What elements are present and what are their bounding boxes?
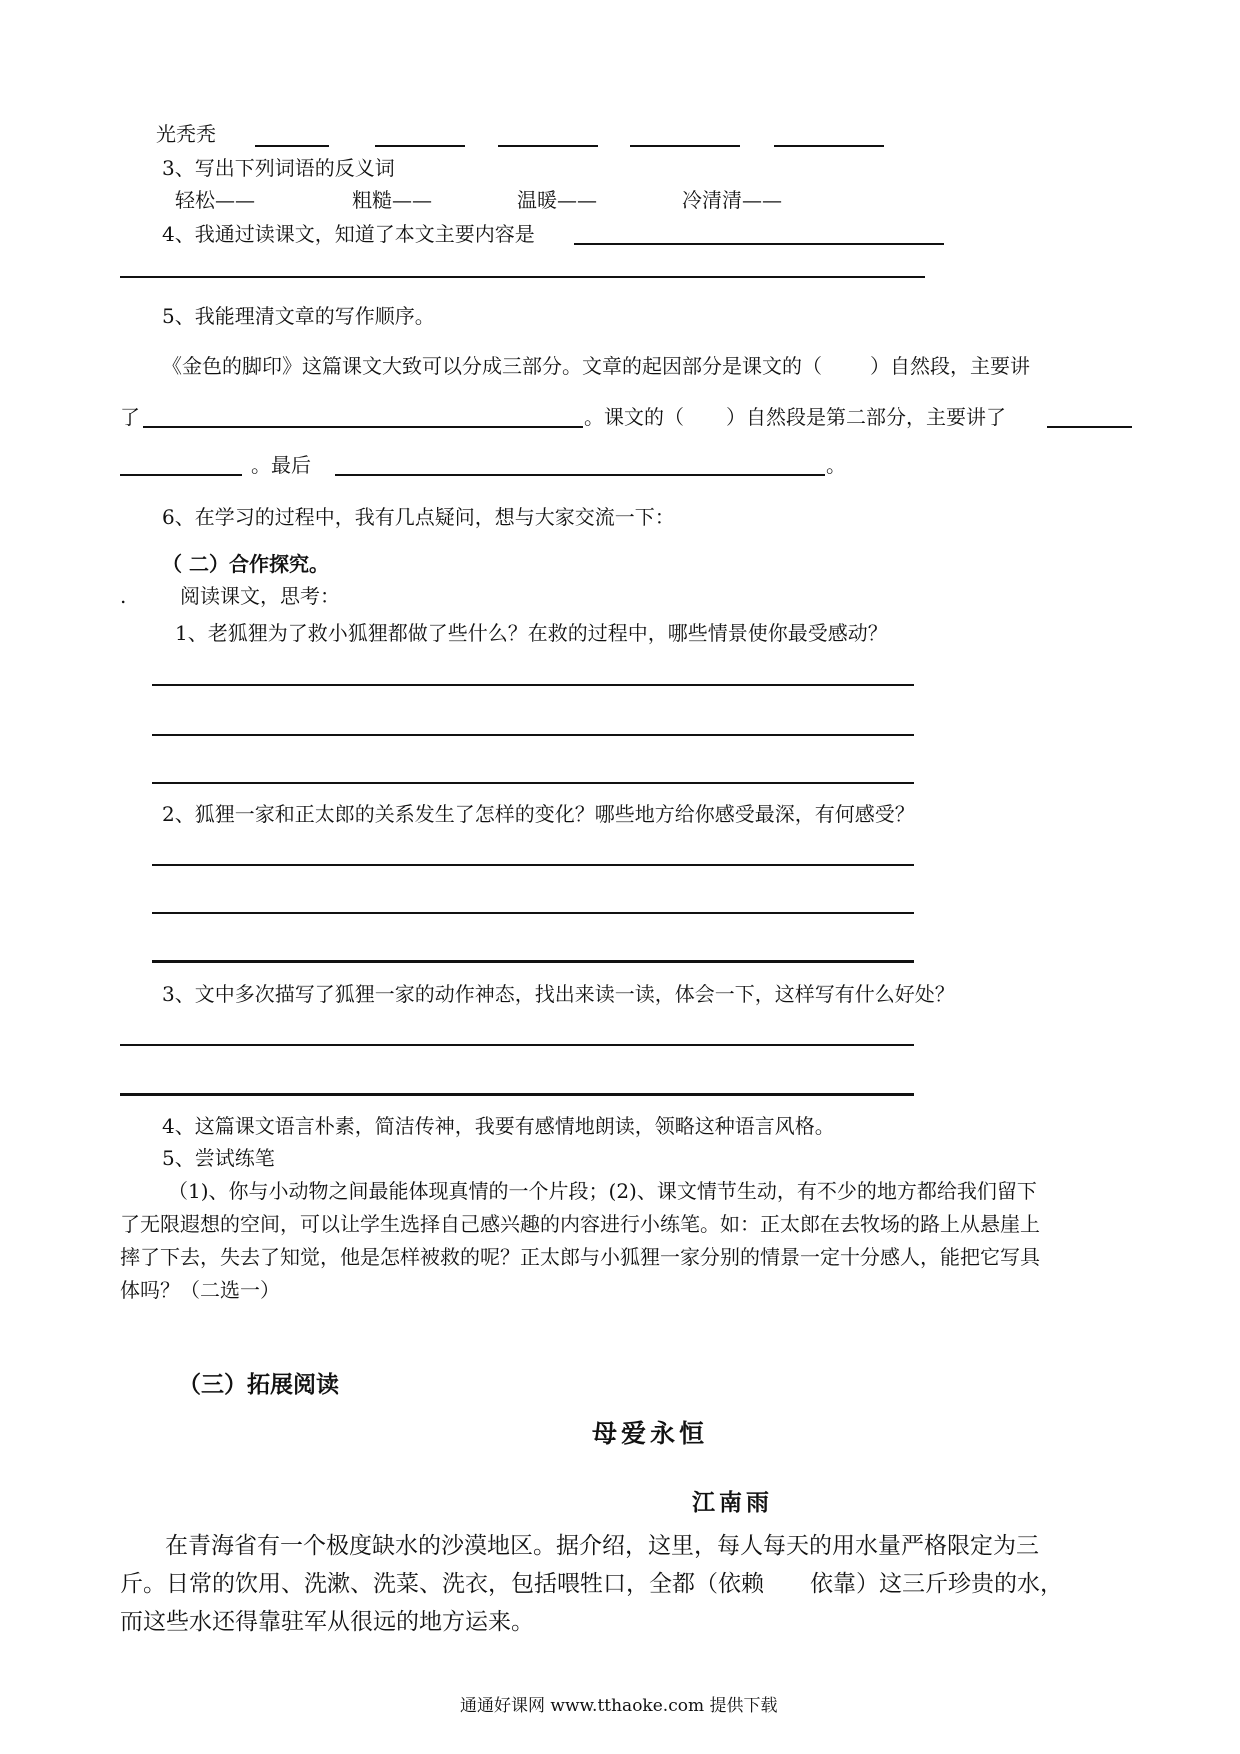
q5-line-3a: 。最后 — [251, 453, 311, 477]
q3-word-1: 轻松—— — [175, 188, 255, 212]
answer-blank[interactable] — [255, 145, 329, 147]
section-2-heading: （ 二）合作探究。 — [162, 552, 329, 576]
answer-blank[interactable] — [375, 145, 465, 147]
answer-blank[interactable] — [774, 145, 884, 147]
exercise-para-line-2: 了无限遐想的空间，可以让学生选择自己感兴趣的内容进行小练笔。如：正太郎在去牧场的路上从悬崖上 — [120, 1212, 1040, 1236]
answer-line[interactable] — [152, 684, 914, 686]
q3-word-4: 冷清清—— — [682, 188, 782, 212]
answer-blank[interactable] — [498, 145, 598, 147]
answer-blank[interactable] — [120, 474, 242, 476]
section-2-q3: 3、文中多次描写了狐狸一家的动作神态，找出来读一读，体会一下，这样写有什么好处？ — [162, 982, 955, 1006]
exercise-para-line-4: 体吗？（二选一） — [120, 1278, 280, 1302]
answer-line[interactable] — [152, 960, 914, 963]
page-footer: 通通好课网 www.tthaoke.com 提供下载 — [460, 1696, 778, 1716]
q5-line-2c: ）自然段是第二部分，主要讲了 — [726, 405, 1006, 429]
answer-blank[interactable] — [574, 243, 944, 245]
q3-word-2: 粗糙—— — [352, 188, 432, 212]
answer-blank[interactable] — [335, 474, 825, 476]
answer-line[interactable] — [120, 1044, 914, 1046]
section-2-q1: 1、老狐狸为了救小狐狸都做了些什么？在救的过程中，哪些情景使你最受感动？ — [175, 621, 888, 645]
answer-line[interactable] — [152, 912, 914, 914]
q5-line-1a: 《金色的脚印》这篇课文大致可以分成三部分。文章的起因部分是课文的（ — [162, 354, 822, 378]
section-3-heading: （三）拓展阅读 — [178, 1372, 339, 1398]
q3-title: 3、写出下列词语的反义词 — [162, 156, 395, 180]
exercise-para-line-3: 摔了下去，失去了知觉，他是怎样被救的呢？正太郎与小狐狸一家分别的情景一定十分感人，能把它写具 — [120, 1245, 1040, 1269]
q5-line-2-mid — [584, 403, 1006, 431]
exercise-para-line-1: （1)、你与小动物之间最能体现真情的一个片段；(2)、课文情节生动，有不少的地方都给我们留下 — [168, 1179, 1037, 1203]
answer-line[interactable] — [152, 734, 914, 736]
answer-blank[interactable] — [143, 426, 583, 428]
article-author: 江南雨 — [692, 1489, 773, 1516]
article-para-line-3: 而这些水还得靠驻军从很远的地方运来。 — [120, 1609, 534, 1635]
q3-word-3: 温暖—— — [517, 188, 597, 212]
q2-word: 光秃秃 — [156, 122, 216, 146]
q5-line-3b: 。 — [826, 453, 846, 477]
article-para-line-2b: 依靠）这三斤珍贵的水， — [810, 1571, 1063, 1597]
q2-row — [156, 120, 216, 148]
answer-line[interactable] — [152, 864, 914, 866]
q5-line-1 — [162, 352, 1030, 380]
q5-line-2b: 。课文的（ — [584, 405, 684, 429]
answer-line[interactable] — [120, 276, 925, 278]
answer-line[interactable] — [152, 782, 914, 784]
section-2-q4: 4、这篇课文语言朴素，简洁传神，我要有感情地朗读，领略这种语言风格。 — [162, 1114, 835, 1138]
answer-blank[interactable] — [1047, 426, 1132, 428]
q6-text: 6、在学习的过程中，我有几点疑问，想与大家交流一下： — [162, 505, 675, 529]
article-para-line-2a: 斤。日常的饮用、洗漱、洗菜、洗衣，包括喂牲口，全都（依赖 — [120, 1571, 764, 1597]
article-para-line-2 — [120, 1565, 1063, 1603]
article-para-line-1: 在青海省有一个极度缺水的沙漠地区。据介绍，这里，每人每天的用水量严格限定为三 — [165, 1533, 1039, 1559]
q4-text: 4、我通过读课文，知道了本文主要内容是 — [162, 222, 535, 246]
answer-blank[interactable] — [630, 145, 740, 147]
q5-line-2a: 了 — [120, 405, 140, 429]
section-2-intro: 阅读课文，思考： — [180, 584, 340, 608]
article-title: 母爱永恒 — [592, 1419, 709, 1448]
q5-line-1b: ）自然段，主要讲 — [870, 354, 1030, 378]
section-2-q2: 2、狐狸一家和正太郎的关系发生了怎样的变化？哪些地方给你感受最深，有何感受？ — [162, 802, 915, 826]
answer-line[interactable] — [120, 1093, 914, 1096]
section-2-q5: 5、尝试练笔 — [162, 1146, 275, 1170]
stray-dot: . — [120, 584, 127, 608]
q5-title: 5、我能理清文章的写作顺序。 — [162, 304, 435, 328]
q5-line-2 — [120, 403, 140, 431]
